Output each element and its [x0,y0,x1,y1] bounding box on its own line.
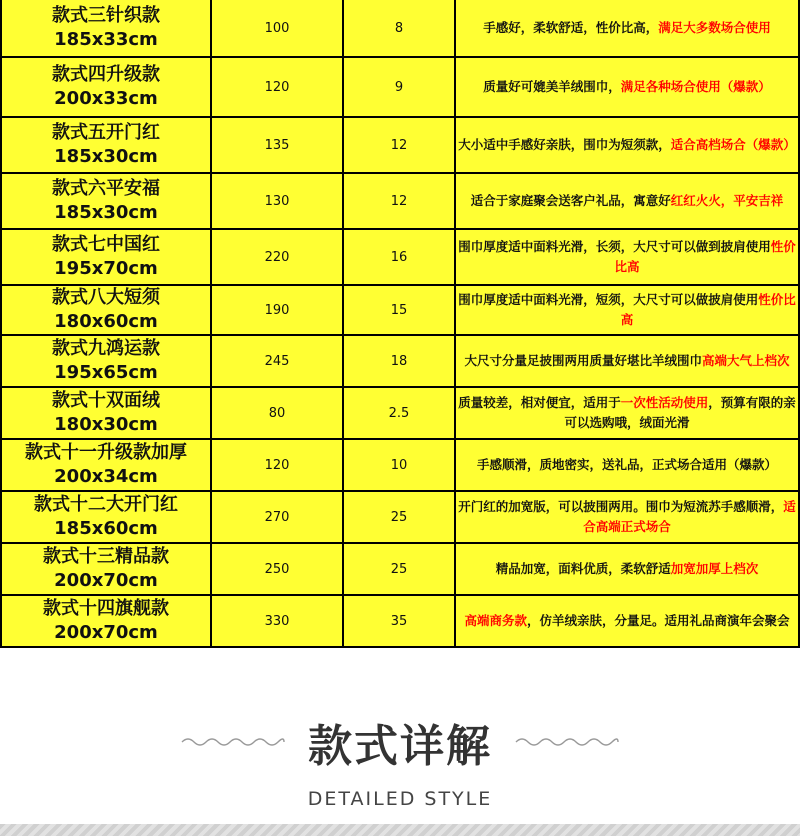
description-cell [456,118,798,172]
weight-cell: 25 [344,492,456,542]
table-row [2,438,798,490]
bottom-divider-band [0,824,800,836]
style-name-cell [2,286,212,334]
style-name-cell [2,336,212,386]
description-text [458,290,796,330]
description-cell [456,230,798,284]
description-text [483,77,771,97]
description-highlight: 红红火火，平安吉祥 [670,193,784,208]
description-text [464,351,789,371]
weight-cell: 8 [344,0,456,56]
description-cell [456,286,798,334]
description-cell [456,0,798,56]
price-cell: 120 [212,58,344,116]
style-name: 款式三针织款 [52,5,160,26]
style-name-cell [2,230,212,284]
price-cell: 130 [212,174,344,228]
description-text [464,611,789,631]
description-cell [456,544,798,594]
style-size: 180x30cm [54,414,158,435]
price-cell: 80 [212,388,344,438]
style-name: 款式十一升级款加厚 [25,442,187,463]
table-row [2,116,798,172]
price-cell: 330 [212,596,344,646]
price-cell: 270 [212,492,344,542]
table-row [2,172,798,228]
description-segment: 围巾厚度适中面料光滑，短须，大尺寸可以做披肩使用 [458,292,759,307]
description-text [471,191,784,211]
description-text [483,18,771,38]
price-cell: 245 [212,336,344,386]
price-cell: 120 [212,440,344,490]
style-name: 款式七中国红 [52,234,160,255]
style-size: 200x70cm [54,622,158,643]
weight-cell: 18 [344,336,456,386]
price-cell: 135 [212,118,344,172]
style-name-cell [2,118,212,172]
style-name-cell [2,492,212,542]
table-row [2,334,798,386]
description-cell [456,440,798,490]
style-name: 款式十双面绒 [52,390,160,411]
style-name: 款式九鸿运款 [52,338,160,359]
description-segment: 精品加宽，面料优质，柔软舒适 [495,561,671,576]
style-name-cell [2,440,212,490]
description-highlight: 一次性活动使用 [620,395,709,410]
description-highlight: 性价比高 [620,292,796,327]
style-size: 185x30cm [54,202,158,223]
style-size: 195x70cm [54,258,158,279]
description-text [458,237,796,277]
weight-cell: 10 [344,440,456,490]
weight-cell: 15 [344,286,456,334]
description-text [496,559,759,579]
table-row [2,56,798,116]
description-cell [456,336,798,386]
style-size: 200x70cm [54,570,158,591]
style-name: 款式四升级款 [52,64,160,85]
style-name: 款式十三精品款 [43,546,169,567]
description-highlight: 高端商务款 [464,613,527,628]
style-name: 款式五开门红 [52,122,160,143]
right-squiggle-ornament [514,734,620,750]
section-header [0,652,800,836]
description-segment: 质量较差，相对便宜，适用于 [458,395,621,410]
description-text [458,393,796,433]
weight-cell: 25 [344,544,456,594]
weight-cell: 12 [344,174,456,228]
style-size: 200x34cm [54,466,158,487]
description-highlight: 适合高端正式场合 [583,499,796,534]
style-name: 款式十二大开门红 [34,494,178,515]
description-highlight: 加宽加厚上档次 [670,561,759,576]
table-row [2,0,798,56]
table-row [2,386,798,438]
price-cell: 100 [212,0,344,56]
weight-cell: 12 [344,118,456,172]
price-cell: 250 [212,544,344,594]
description-text [477,455,777,475]
description-segment: 手感顺滑，质地密实，送礼品，正式场合适用（爆款） [476,457,777,472]
description-highlight: 适合高档场合（爆款） [670,137,796,152]
style-size: 185x33cm [54,29,158,50]
weight-cell: 9 [344,58,456,116]
style-size: 180x60cm [54,311,158,332]
style-size: 200x33cm [54,88,158,109]
weight-cell: 16 [344,230,456,284]
description-text [458,135,796,155]
description-highlight: 性价比高 [614,239,796,274]
description-segment: 适合于家庭聚会送客户礼品，寓意好 [470,193,671,208]
price-cell: 190 [212,286,344,334]
table-row [2,490,798,542]
table-row [2,542,798,594]
style-size: 195x65cm [54,362,158,383]
description-text [458,497,796,537]
title-wrap [0,710,800,774]
description-highlight: 高端大气上档次 [702,353,790,368]
table-row [2,594,798,646]
price-cell: 220 [212,230,344,284]
description-cell [456,58,798,116]
style-size: 185x60cm [54,518,158,539]
description-segment: 开门红的加宽版，可以披围两用。围巾为短流苏手感顺滑， [458,499,784,514]
description-highlight: 满足大多数场合使用 [658,20,771,35]
left-squiggle-ornament [180,734,286,750]
table-row [2,228,798,284]
style-name-cell [2,544,212,594]
section-title: 款式详解 [308,721,492,772]
weight-cell: 35 [344,596,456,646]
style-name-cell [2,388,212,438]
description-segment: 大尺寸分量足披围两用质量好堪比羊绒围巾 [464,353,702,368]
description-cell [456,174,798,228]
style-name: 款式十四旗舰款 [43,598,169,619]
description-segment: 手感好，柔软舒适，性价比高， [483,20,659,35]
description-segment: ，仿羊绒亲肤，分量足。适用礼品商演年会聚会 [527,613,790,628]
style-name-cell [2,0,212,56]
style-size: 185x30cm [54,146,158,167]
description-highlight: 满足各种场合使用（爆款） [620,79,771,94]
style-name-cell [2,174,212,228]
description-segment: 大小适中手感好亲肤，围巾为短须款， [458,137,671,152]
table-row [2,284,798,334]
description-cell [456,388,798,438]
style-name-cell [2,596,212,646]
description-cell [456,492,798,542]
section-subtitle: DETAILED STYLE [307,788,493,810]
description-segment: ，预算有限的亲可以选购哦，绒面光滑 [564,395,796,430]
weight-cell: 2.5 [344,388,456,438]
description-cell [456,596,798,646]
style-name: 款式六平安福 [52,178,160,199]
style-name-cell [2,58,212,116]
style-name: 款式八大短须 [52,287,160,308]
description-segment: 质量好可媲美羊绒围巾， [483,79,621,94]
description-segment: 围巾厚度适中面料光滑，长须，大尺寸可以做到披肩使用 [458,239,771,254]
